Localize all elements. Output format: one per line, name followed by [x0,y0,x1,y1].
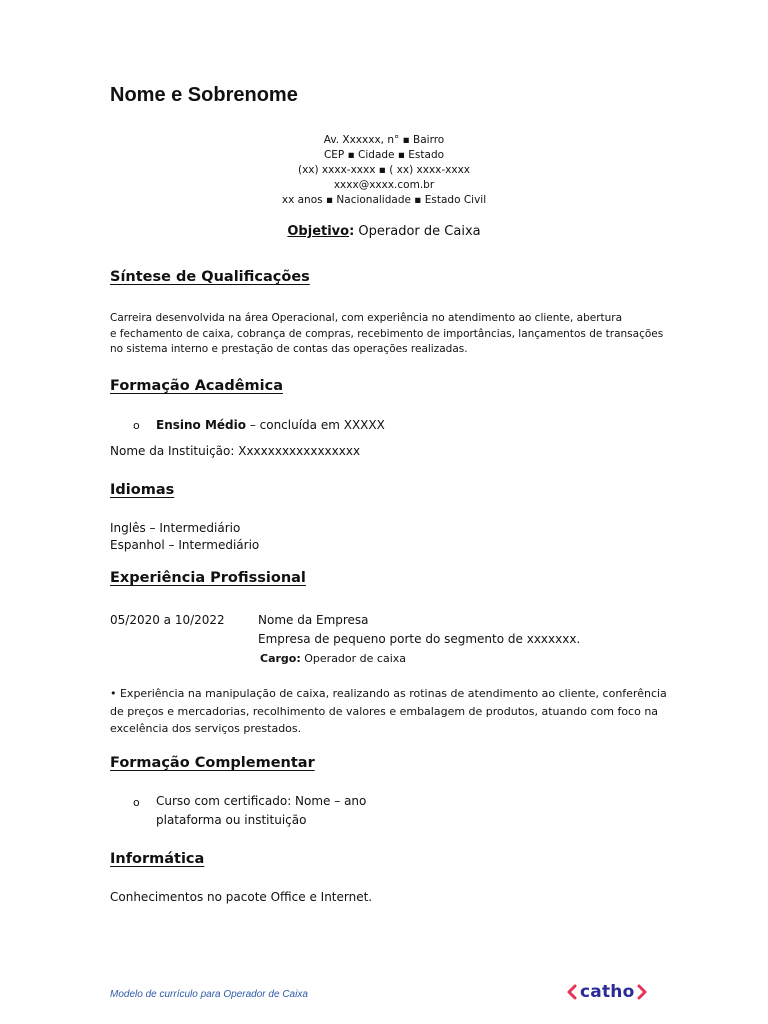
experience-role-label: Cargo: [260,652,301,665]
qualifications-line: Carreira desenvolvida na área Operacional, com experiência no atendimento ao cliente, abertura [110,312,623,324]
language-item-english: Inglês – Intermediário [110,521,241,535]
logo-wordmark: catho [580,982,635,1002]
experience-company-desc: Empresa de pequeno porte do segmento de xxxxxxx. [258,632,581,646]
chevron-left-icon [566,984,578,1000]
objective-line [0,224,768,239]
personal-info-line: xx anos ▪ Nacionalidade ▪ Estado Civil [281,194,487,206]
complementary-course: Curso com certificado: Nome – ano [156,794,367,808]
complementary-title: Formação Complementar [110,755,315,771]
objective-value: Operador de Caixa [354,224,481,239]
experience-description-line: excelência dos serviços prestados. [110,722,302,735]
cep-line: CEP ▪ Cidade ▪ Estado [323,149,445,161]
phone-line: (xx) xxxx-xxxx ▪ ( xx) xxxx-xxxx [297,164,471,176]
objective-colon: : [349,224,355,239]
education-institution: Nome da Instituição: Xxxxxxxxxxxxxxxxx [110,444,361,458]
candidate-name: Nome e Sobrenome [110,84,298,106]
it-title: Informática [110,851,205,867]
objective-label: Objetivo [287,224,350,239]
experience-period: 05/2020 a 10/2022 [110,613,225,627]
experience-description-line: de preços e mercadorias, recolhimento de valores e embalagem de produtos, atuando com foco na [110,704,659,718]
it-text: Conhecimentos no pacote Office e Internet. [110,890,373,904]
catho-logo [566,981,648,1003]
experience-title: Experiência Profissional [110,570,306,586]
qualifications-line: e fechamento de caixa, cobrança de compras, recebimento de importâncias, lançamentos de transações [110,327,664,340]
experience-company: Nome da Empresa [258,613,369,627]
contact-block [0,133,768,208]
email-line: xxxx@xxxx.com.br [333,179,435,191]
education-degree-detail: – concluída em XXXXX [246,418,385,432]
complementary-bullet: o [133,796,140,809]
education-title: Formação Acadêmica [110,378,283,394]
experience-description [110,685,670,738]
footer-caption: Modelo de currículo para Operador de Caixa [110,989,308,1000]
qualifications-text [110,311,670,358]
education-degree: Ensino Médio [156,418,246,432]
experience-role-value: Operador de caixa [300,652,407,665]
languages-title: Idiomas [110,482,175,498]
qualifications-title: Síntese de Qualificações [110,269,310,285]
experience-role-line [260,650,406,667]
language-item-spanish: Espanhol – Intermediário [110,538,260,552]
complementary-provider: plataforma ou instituição [156,813,307,827]
education-degree-line [156,417,385,434]
qualifications-line: no sistema interno e prestação de contas das operações realizadas. [110,343,468,355]
chevron-right-icon [636,984,648,1000]
education-bullet: o [133,419,140,432]
address-line: Av. Xxxxxx, n° ▪ Bairro [323,134,445,146]
experience-description-line: • Experiência na manipulação de caixa, realizando as rotinas de atendimento ao cliente, conferência [110,687,667,700]
